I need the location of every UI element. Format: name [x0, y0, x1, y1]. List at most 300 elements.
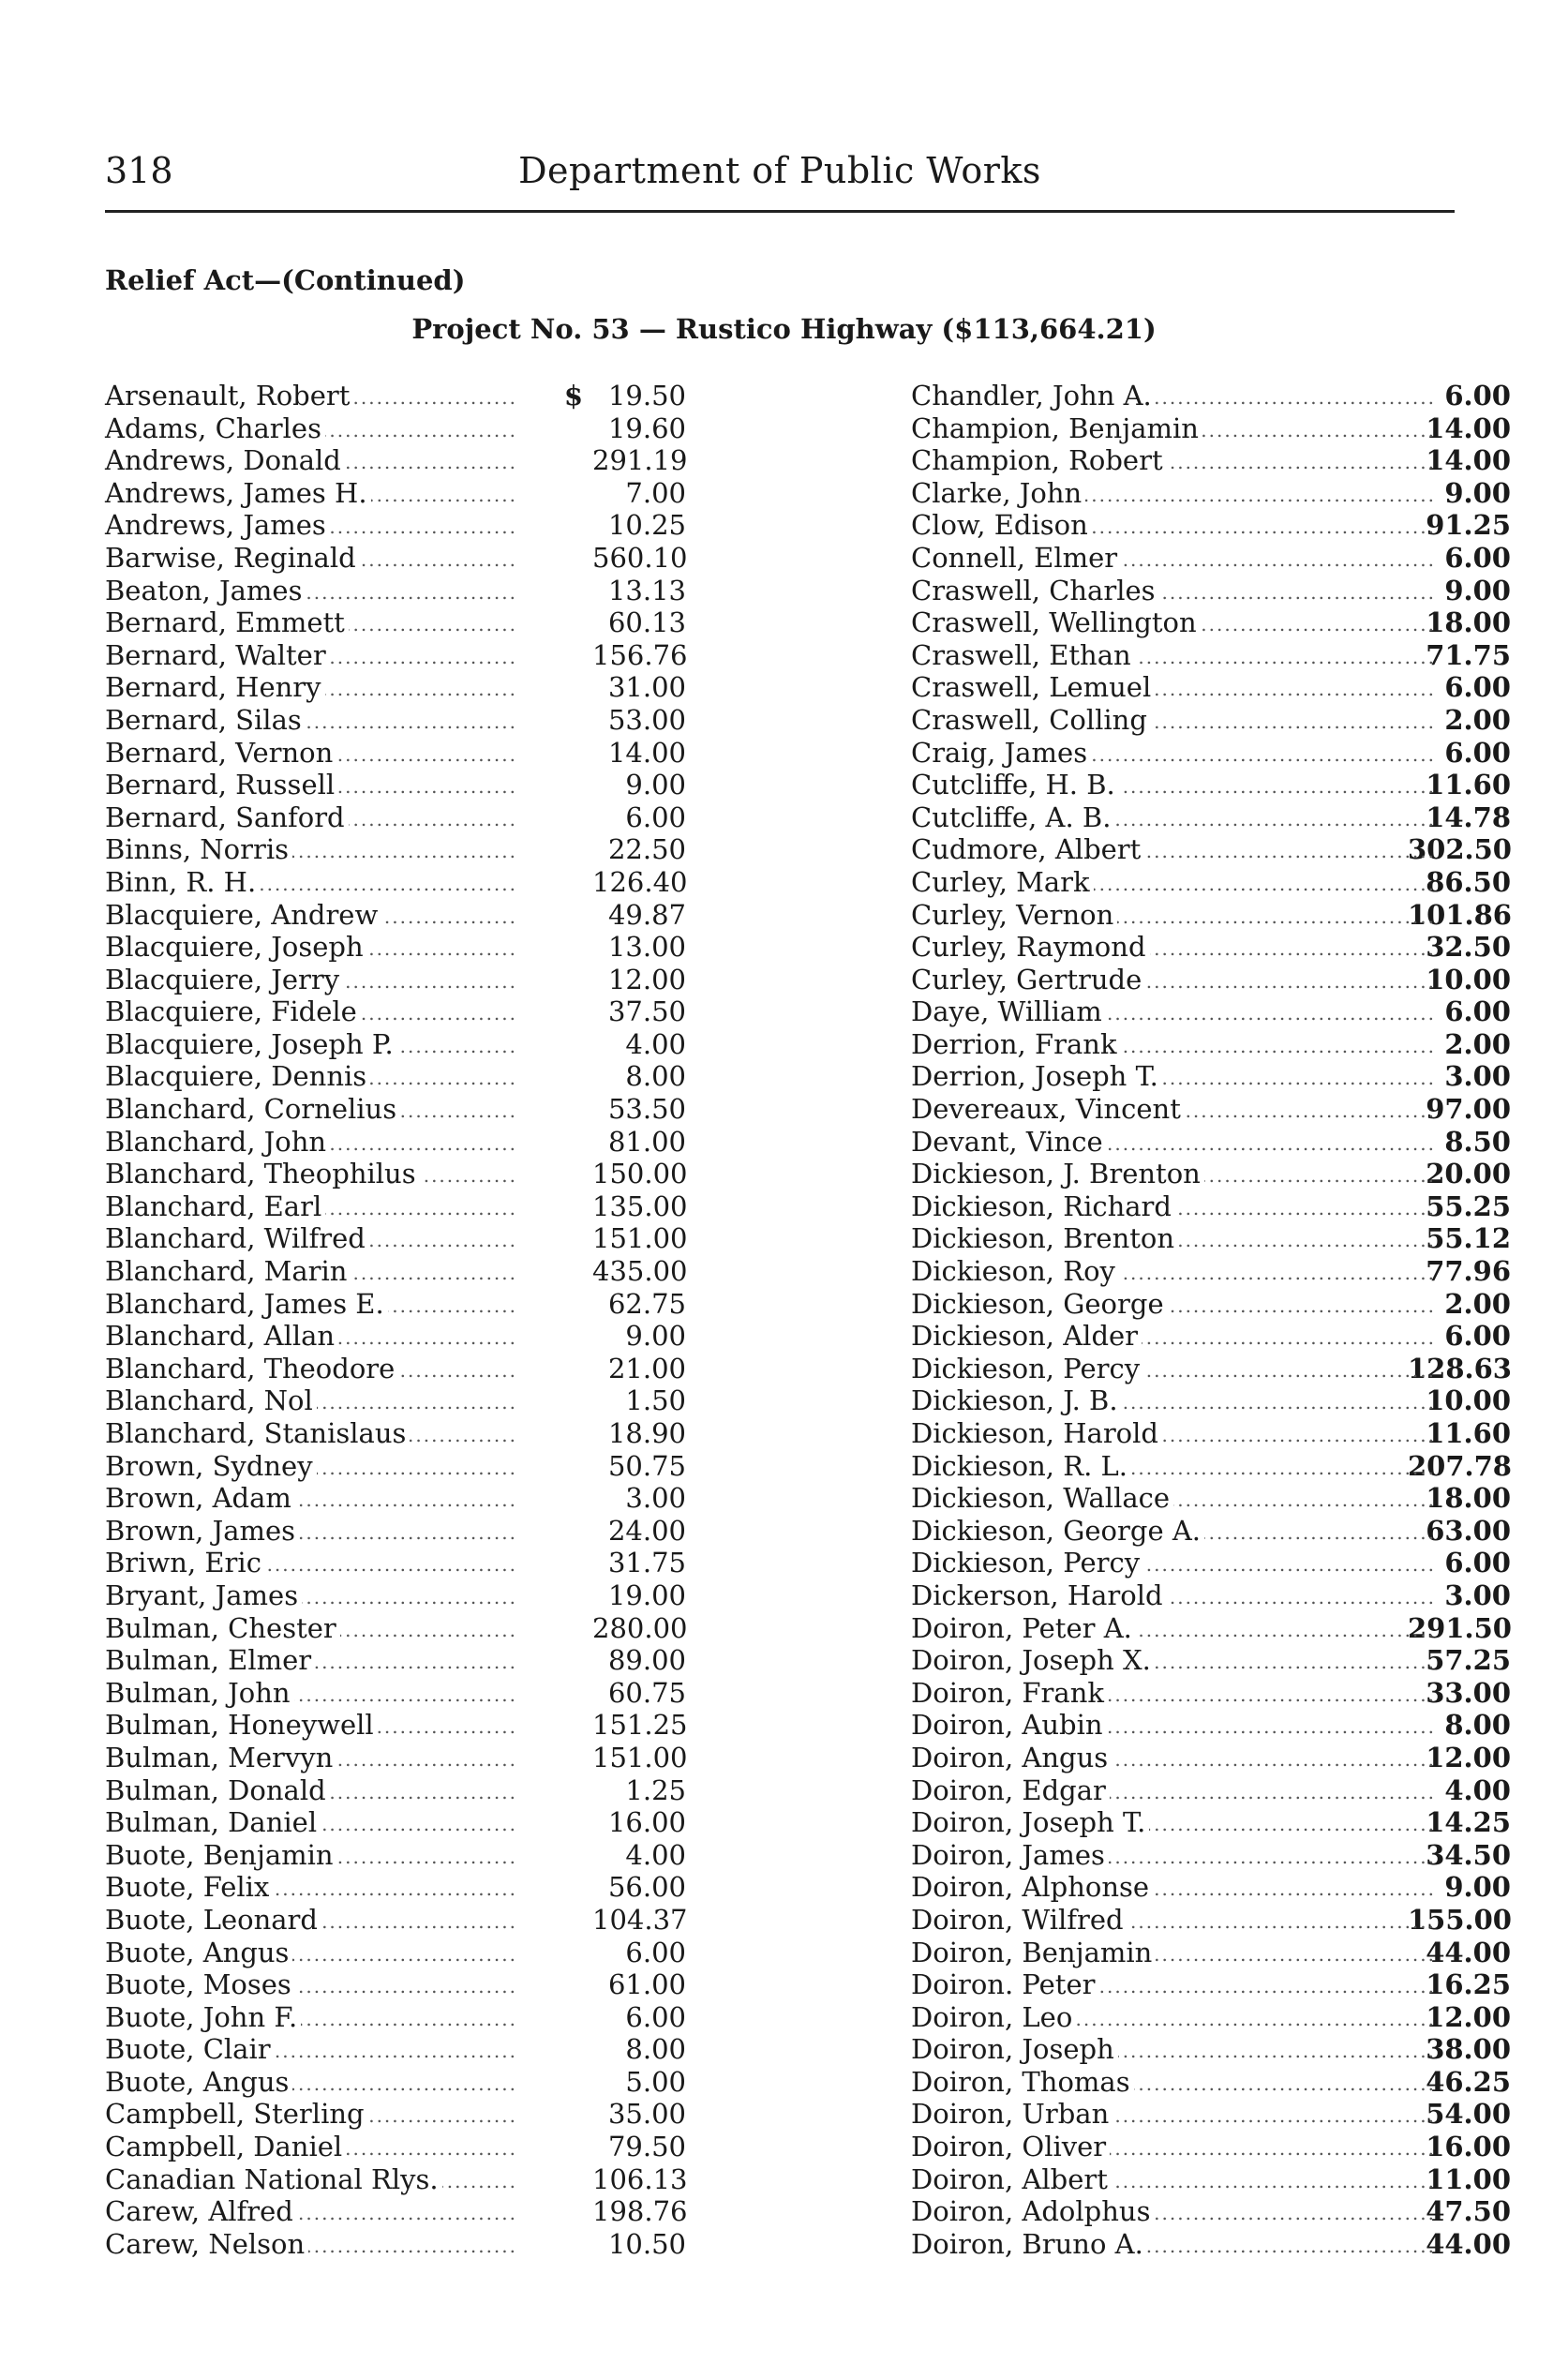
payment-amount: 10.25 [607, 509, 686, 542]
payee-name: Dickerson, Harold [911, 1579, 1167, 1612]
payee-name: Bulman, Donald [105, 1774, 330, 1807]
payee-name: Bernard, Henry [105, 671, 325, 704]
payment-amount: 56.00 [607, 1871, 686, 1904]
list-item [911, 412, 1511, 445]
list-item [911, 1255, 1511, 1288]
payment-amount: 3.00 [1444, 1060, 1511, 1093]
payee-name: Doiron, Thomas [911, 2066, 1134, 2099]
payment-amount: 20.00 [1426, 1158, 1511, 1190]
right-column-list [911, 380, 1511, 2260]
payee-name: Craswell, Charles [911, 575, 1159, 607]
running-title: Department of Public Works [518, 150, 1041, 191]
list-item [911, 1547, 1511, 1579]
payee-name: Cutcliffe, H. B. [911, 769, 1119, 801]
list-item [105, 1450, 705, 1483]
payment-amount: 6.00 [1444, 1547, 1511, 1579]
payee-name: Carew, Alfred [105, 2195, 297, 2228]
payee-name: Brown, James [105, 1515, 299, 1548]
payment-amount: 6.00 [625, 800, 686, 833]
list-item [105, 2131, 705, 2163]
payee-name: Craswell, Lemuel [911, 671, 1155, 704]
payee-name: Dickieson, J. Brenton [911, 1158, 1204, 1190]
payment-amount: 560.10 [592, 541, 688, 574]
list-item [911, 1515, 1511, 1548]
payee-name: Curley, Vernon [911, 899, 1117, 932]
list-item [911, 899, 1511, 932]
payment-amount: 60.13 [607, 606, 686, 639]
list-item [105, 1774, 705, 1807]
payment-amount: 128.63 [1408, 1352, 1512, 1384]
list-item [911, 1093, 1511, 1126]
list-item [911, 2195, 1511, 2228]
payee-name: Doiron, Angus [911, 1742, 1112, 1774]
payment-amount: 55.12 [1426, 1222, 1511, 1255]
payment-amount: 156.76 [592, 638, 688, 671]
payee-name: Bernard, Vernon [105, 737, 336, 770]
payee-name: Blanchard, Cornelius [105, 1093, 400, 1126]
payment-amount: 151.25 [592, 1709, 688, 1742]
payment-amount: 86.50 [1426, 865, 1511, 898]
list-item [911, 1774, 1511, 1807]
payment-amount: 60.75 [607, 1676, 686, 1709]
list-item [911, 2098, 1511, 2131]
payment-amount: 11.60 [1426, 1417, 1511, 1449]
payee-name: Chandler, John A. [911, 380, 1156, 412]
payee-name: Campbell, Daniel [105, 2131, 346, 2163]
list-item [911, 1644, 1511, 1677]
payee-name: Dickieson, J. B. [911, 1384, 1122, 1417]
list-item [105, 931, 705, 964]
payment-amount: 81.00 [607, 1125, 686, 1158]
payee-name: Craswell, Wellington [911, 606, 1201, 639]
payment-amount: 44.00 [1426, 1936, 1511, 1968]
payment-amount: 126.40 [592, 865, 688, 898]
payee-name: Dickieson, R. L. [911, 1450, 1131, 1483]
payee-name: Doiron, James [911, 1839, 1109, 1872]
list-item [911, 1126, 1511, 1159]
list-item [105, 1060, 705, 1093]
list-item [911, 1288, 1511, 1321]
payee-name: Buote, Angus [105, 2066, 292, 2099]
payee-name: Bernard, Emmett [105, 606, 349, 639]
payee-name: Clarke, John [911, 477, 1085, 510]
payment-amount: 155.00 [1408, 1903, 1512, 1936]
payment-amount: 207.78 [1408, 1449, 1512, 1482]
payee-name: Andrews, James [105, 509, 330, 542]
list-item [105, 2195, 705, 2228]
list-item [911, 866, 1511, 899]
payee-name: Derrion, Joseph T. [911, 1060, 1162, 1093]
payment-amount: 44.00 [1426, 2227, 1511, 2260]
payment-amount: 57.25 [1426, 1644, 1511, 1677]
payment-amount: 7.00 [625, 476, 686, 509]
payment-amount: 8.50 [1444, 1125, 1511, 1158]
list-item [105, 2066, 705, 2099]
payee-name: Doiron, Wilfred [911, 1904, 1127, 1937]
list-item [105, 1839, 705, 1872]
payee-name: Blanchard, Wilfred [105, 1222, 369, 1255]
list-item [105, 1158, 705, 1190]
list-item [105, 2098, 705, 2131]
payment-amount: 11.00 [1426, 2162, 1511, 2195]
payee-name: Doiron, Joseph [911, 2033, 1118, 2066]
list-item [911, 1060, 1511, 1093]
list-item [911, 2066, 1511, 2099]
list-item [105, 606, 705, 639]
list-item [105, 801, 705, 834]
payee-name: Blacquiere, Andrew [105, 899, 381, 932]
payment-amount: 8.00 [625, 1060, 686, 1093]
payment-amount: 8.00 [1444, 1709, 1511, 1742]
payment-amount: 9.00 [1444, 574, 1511, 606]
list-item [911, 1320, 1511, 1353]
payee-name: Doiron, Albert [911, 2163, 1112, 2196]
list-item [105, 542, 705, 575]
payee-name: Doiron, Adolphus [911, 2195, 1154, 2228]
list-item [105, 769, 705, 801]
payee-name: Canadian National Rlys. [105, 2163, 442, 2196]
payee-name: Doiron, Aubin [911, 1709, 1107, 1742]
payee-name: Curley, Mark [911, 866, 1094, 899]
payee-name: Bulman, John [105, 1677, 294, 1710]
page-number: 318 [105, 150, 173, 191]
list-item [105, 1806, 705, 1839]
payee-name: Buote, Angus [105, 1937, 292, 1969]
list-item [105, 575, 705, 607]
payment-amount: 16.00 [1426, 2131, 1511, 2163]
payee-name: Buote, Moses [105, 1968, 295, 2001]
payee-name: Doiron, Bruno A. [911, 2228, 1147, 2261]
payee-name: Blacquiere, Dennis [105, 1060, 370, 1093]
payee-name: Dickieson, Wallace [911, 1482, 1173, 1515]
payment-amount: 9.00 [625, 769, 686, 801]
payment-amount: 291.50 [1408, 1611, 1512, 1644]
payment-amount: 4.00 [625, 1027, 686, 1060]
payment-amount: 37.50 [607, 995, 686, 1028]
list-item [911, 2033, 1511, 2066]
payment-amount: 9.00 [625, 1320, 686, 1353]
payment-amount: 5.00 [625, 2065, 686, 2098]
list-item [911, 1417, 1511, 1450]
payee-name: Buote, Benjamin [105, 1839, 337, 1872]
list-item [105, 412, 705, 445]
list-item [105, 671, 705, 704]
payee-name: Daye, William [911, 995, 1106, 1028]
payment-amount: 47.50 [1426, 2195, 1511, 2228]
payee-name: Briwn, Eric [105, 1547, 265, 1579]
payee-name: Devereaux, Vincent [911, 1093, 1185, 1126]
payee-name: Curley, Raymond [911, 931, 1150, 964]
payment-amount: 50.75 [607, 1449, 686, 1482]
payment-amount: 11.60 [1426, 769, 1511, 801]
payment-amount: 6.00 [1444, 671, 1511, 704]
payee-name: Buote, Leonard [105, 1904, 321, 1937]
list-item [911, 1937, 1511, 1969]
list-item [105, 1417, 705, 1450]
payee-name: Bernard, Russell [105, 769, 338, 801]
left-column-list [105, 380, 705, 2260]
payment-amount: 35.00 [607, 2098, 686, 2131]
list-item [105, 1222, 705, 1255]
payee-name: Dickieson, George [911, 1288, 1168, 1321]
payment-amount: 106.13 [592, 2162, 688, 2195]
payee-name: Doiron, Joseph T. [911, 1806, 1149, 1839]
payment-amount: 9.00 [1444, 1871, 1511, 1904]
list-item [911, 2131, 1511, 2163]
payment-amount: 16.25 [1426, 1968, 1511, 2001]
list-item [105, 1871, 705, 1904]
list-item [911, 1742, 1511, 1774]
payee-name: Bulman, Mervyn [105, 1742, 336, 1774]
payment-amount: 97.00 [1426, 1093, 1511, 1126]
payee-name: Adams, Charles [105, 412, 325, 445]
payee-name: Blacquiere, Fidele [105, 995, 361, 1028]
list-item [105, 1028, 705, 1061]
list-item [105, 1384, 705, 1417]
payee-name: Dickieson, Brenton [911, 1222, 1178, 1255]
payment-amount: 198.76 [592, 2195, 688, 2228]
payee-name: Champion, Benjamin [911, 412, 1202, 445]
payment-amount: 4.00 [1444, 1773, 1511, 1806]
list-item [105, 2033, 705, 2066]
payment-amount: 18.90 [607, 1417, 686, 1449]
list-item [911, 2001, 1511, 2034]
payee-name: Dickieson, Richard [911, 1190, 1175, 1223]
payment-amount: 14.00 [607, 736, 686, 769]
payee-name: Doiron, Oliver [911, 2131, 1110, 2163]
list-item [911, 1612, 1511, 1645]
payee-name: Doiron, Leo [911, 2001, 1076, 2034]
list-item [911, 1579, 1511, 1612]
payment-amount: 49.87 [607, 898, 686, 931]
payment-amount: 4.00 [625, 1838, 686, 1871]
payment-amount: 53.00 [607, 703, 686, 736]
payment-amount: 71.75 [1426, 638, 1511, 671]
payee-name: Dickieson, Percy [911, 1353, 1143, 1385]
payment-amount: 10.50 [607, 2227, 686, 2260]
payee-name: Devant, Vince [911, 1126, 1107, 1159]
payee-name: Craswell, Colling [911, 704, 1151, 737]
list-item [911, 964, 1511, 996]
payee-name: Blanchard, Allan [105, 1320, 338, 1353]
payee-name: Blacquiere, Jerry [105, 964, 343, 996]
payee-name: Blanchard, Theodore [105, 1353, 398, 1385]
payment-amount: 8.00 [625, 2033, 686, 2066]
payment-amount: 6.00 [625, 1936, 686, 1968]
list-item [911, 575, 1511, 607]
list-item [105, 1190, 705, 1223]
list-item [911, 769, 1511, 801]
list-item [105, 477, 705, 510]
payment-amount: 31.00 [607, 671, 686, 704]
payee-name: Campbell, Sterling [105, 2098, 368, 2131]
header-rule [105, 210, 1455, 213]
payment-amount: 6.00 [1444, 995, 1511, 1028]
payee-name: Doiron, Benjamin [911, 1937, 1156, 1969]
payment-amount: 3.00 [1444, 1579, 1511, 1611]
list-item [911, 509, 1511, 542]
payment-amount: 151.00 [592, 1222, 688, 1255]
payee-name: Buote, Clair [105, 2033, 275, 2066]
payment-amount: 435.00 [592, 1255, 688, 1288]
section-title: Relief Act—(Continued) [105, 264, 466, 296]
list-item [105, 2163, 705, 2196]
payee-name: Curley, Gertrude [911, 964, 1145, 996]
payment-amount: 77.96 [1426, 1255, 1511, 1288]
list-item [105, 899, 705, 932]
payment-amount: 19.50 [607, 380, 686, 411]
payee-name: Cutcliffe, A. B. [911, 801, 1114, 834]
list-item [911, 1482, 1511, 1515]
payment-amount: 104.37 [592, 1903, 688, 1936]
list-item [911, 444, 1511, 477]
payment-amount: 3.00 [625, 1482, 686, 1515]
list-item [105, 2001, 705, 2034]
list-item [105, 995, 705, 1028]
payment-amount: 150.00 [592, 1158, 688, 1190]
list-item [911, 1839, 1511, 1872]
payment-amount: 18.00 [1426, 1482, 1511, 1515]
payment-amount: 135.00 [592, 1190, 688, 1222]
payment-amount: 54.00 [1426, 2098, 1511, 2131]
payment-amount: 46.25 [1426, 2065, 1511, 2098]
list-item [105, 1482, 705, 1515]
payment-amount: 33.00 [1426, 1676, 1511, 1709]
payee-name: Doiron, Joseph X. [911, 1644, 1155, 1677]
list-item [105, 964, 705, 996]
payee-name: Andrews, James H. [105, 477, 371, 510]
payee-name: Doiron. Peter [911, 1968, 1098, 2001]
payee-name: Brown, Sydney [105, 1450, 317, 1483]
payee-name: Bulman, Honeywell [105, 1709, 378, 1742]
list-item [105, 2228, 705, 2261]
list-item [105, 1126, 705, 1159]
list-item [911, 1222, 1511, 1255]
list-item [911, 1158, 1511, 1190]
list-item [105, 380, 705, 412]
payee-name: Blanchard, Marin [105, 1255, 351, 1288]
payee-name: Blanchard, Nol [105, 1384, 317, 1417]
payee-name: Brown, Adam [105, 1482, 295, 1515]
payment-amount: 1.50 [625, 1384, 686, 1417]
payment-amount: 91.25 [1426, 509, 1511, 542]
payment-amount: 89.00 [607, 1644, 686, 1677]
payee-name: Bernard, Walter [105, 639, 330, 672]
payment-amount: 53.50 [607, 1093, 686, 1126]
list-item [911, 1871, 1511, 1904]
list-item [105, 1320, 705, 1353]
payee-name: Dickieson, Roy [911, 1255, 1119, 1288]
list-item [911, 2163, 1511, 2196]
payee-name: Bryant, James [105, 1579, 302, 1612]
list-item [911, 671, 1511, 704]
list-item [911, 2228, 1511, 2261]
list-item [105, 833, 705, 866]
payment-amount: 6.00 [1444, 541, 1511, 574]
payee-name: Connell, Elmer [911, 542, 1121, 575]
payee-name: Bulman, Elmer [105, 1644, 315, 1677]
payee-name: Derrion, Frank [911, 1028, 1121, 1061]
list-item [105, 1937, 705, 1969]
list-item [105, 1904, 705, 1937]
payment-amount: 2.00 [1444, 1027, 1511, 1060]
list-item [911, 639, 1511, 672]
list-item [911, 833, 1511, 866]
payee-name: Arsenault, Robert [105, 380, 353, 412]
list-item [105, 1644, 705, 1677]
payee-name: Binn, R. H. [105, 866, 260, 899]
list-item [911, 1190, 1511, 1223]
payee-name: Blacquiere, Joseph P. [105, 1028, 397, 1061]
list-item [105, 1968, 705, 2001]
payee-name: Doiron, Urban [911, 2098, 1113, 2131]
payment-amount: 22.50 [607, 833, 686, 866]
payment-amount: 2.00 [1444, 703, 1511, 736]
payment-amount: 13.13 [607, 574, 686, 606]
list-item [105, 1742, 705, 1774]
list-item [911, 1677, 1511, 1710]
list-item [105, 1255, 705, 1288]
payee-name: Craig, James [911, 737, 1091, 770]
payee-name: Dickieson, Percy [911, 1547, 1143, 1579]
payment-amount: 6.00 [1444, 380, 1511, 411]
payment-amount: 62.75 [607, 1287, 686, 1320]
list-item [105, 1515, 705, 1548]
payee-name: Blacquiere, Joseph [105, 931, 367, 964]
payee-name: Blanchard, Theophilus [105, 1158, 420, 1190]
list-item [911, 801, 1511, 834]
list-item [911, 477, 1511, 510]
payment-amount: 1.25 [625, 1773, 686, 1806]
payee-name: Bulman, Daniel [105, 1806, 321, 1839]
list-item [911, 737, 1511, 770]
payment-amount: 79.50 [607, 2131, 686, 2163]
payment-amount: 280.00 [592, 1611, 688, 1644]
payee-name: Doiron, Alphonse [911, 1871, 1153, 1904]
payee-name: Blanchard, Earl [105, 1190, 325, 1223]
page-header [105, 150, 1455, 206]
list-item [911, 931, 1511, 964]
list-item [911, 1904, 1511, 1937]
payee-name: Barwise, Reginald [105, 542, 360, 575]
list-item [105, 444, 705, 477]
list-item [105, 1677, 705, 1710]
payment-amount: 151.00 [592, 1741, 688, 1773]
payee-name: Clow, Edison [911, 509, 1092, 542]
list-item [911, 1450, 1511, 1483]
list-item [105, 1093, 705, 1126]
payee-name: Doiron, Peter A. [911, 1612, 1136, 1645]
payment-amount: 12.00 [1426, 2000, 1511, 2033]
list-item [105, 1353, 705, 1385]
payee-name: Buote, John F. [105, 2001, 301, 2034]
payee-name: Doiron, Edgar [911, 1774, 1110, 1807]
payment-amount: 6.00 [1444, 1320, 1511, 1353]
payment-amount: 14.25 [1426, 1806, 1511, 1839]
payment-amount: 9.00 [1444, 476, 1511, 509]
payment-amount: 14.78 [1426, 800, 1511, 833]
list-item [911, 1353, 1511, 1385]
list-item [105, 1612, 705, 1645]
payment-amount: 14.00 [1426, 444, 1511, 477]
payment-amount: 12.00 [1426, 1741, 1511, 1773]
payment-amount: 34.50 [1426, 1838, 1511, 1871]
list-item [911, 704, 1511, 737]
list-item [105, 1579, 705, 1612]
list-item [105, 1288, 705, 1321]
payee-name: Doiron, Frank [911, 1677, 1108, 1710]
list-item [911, 542, 1511, 575]
